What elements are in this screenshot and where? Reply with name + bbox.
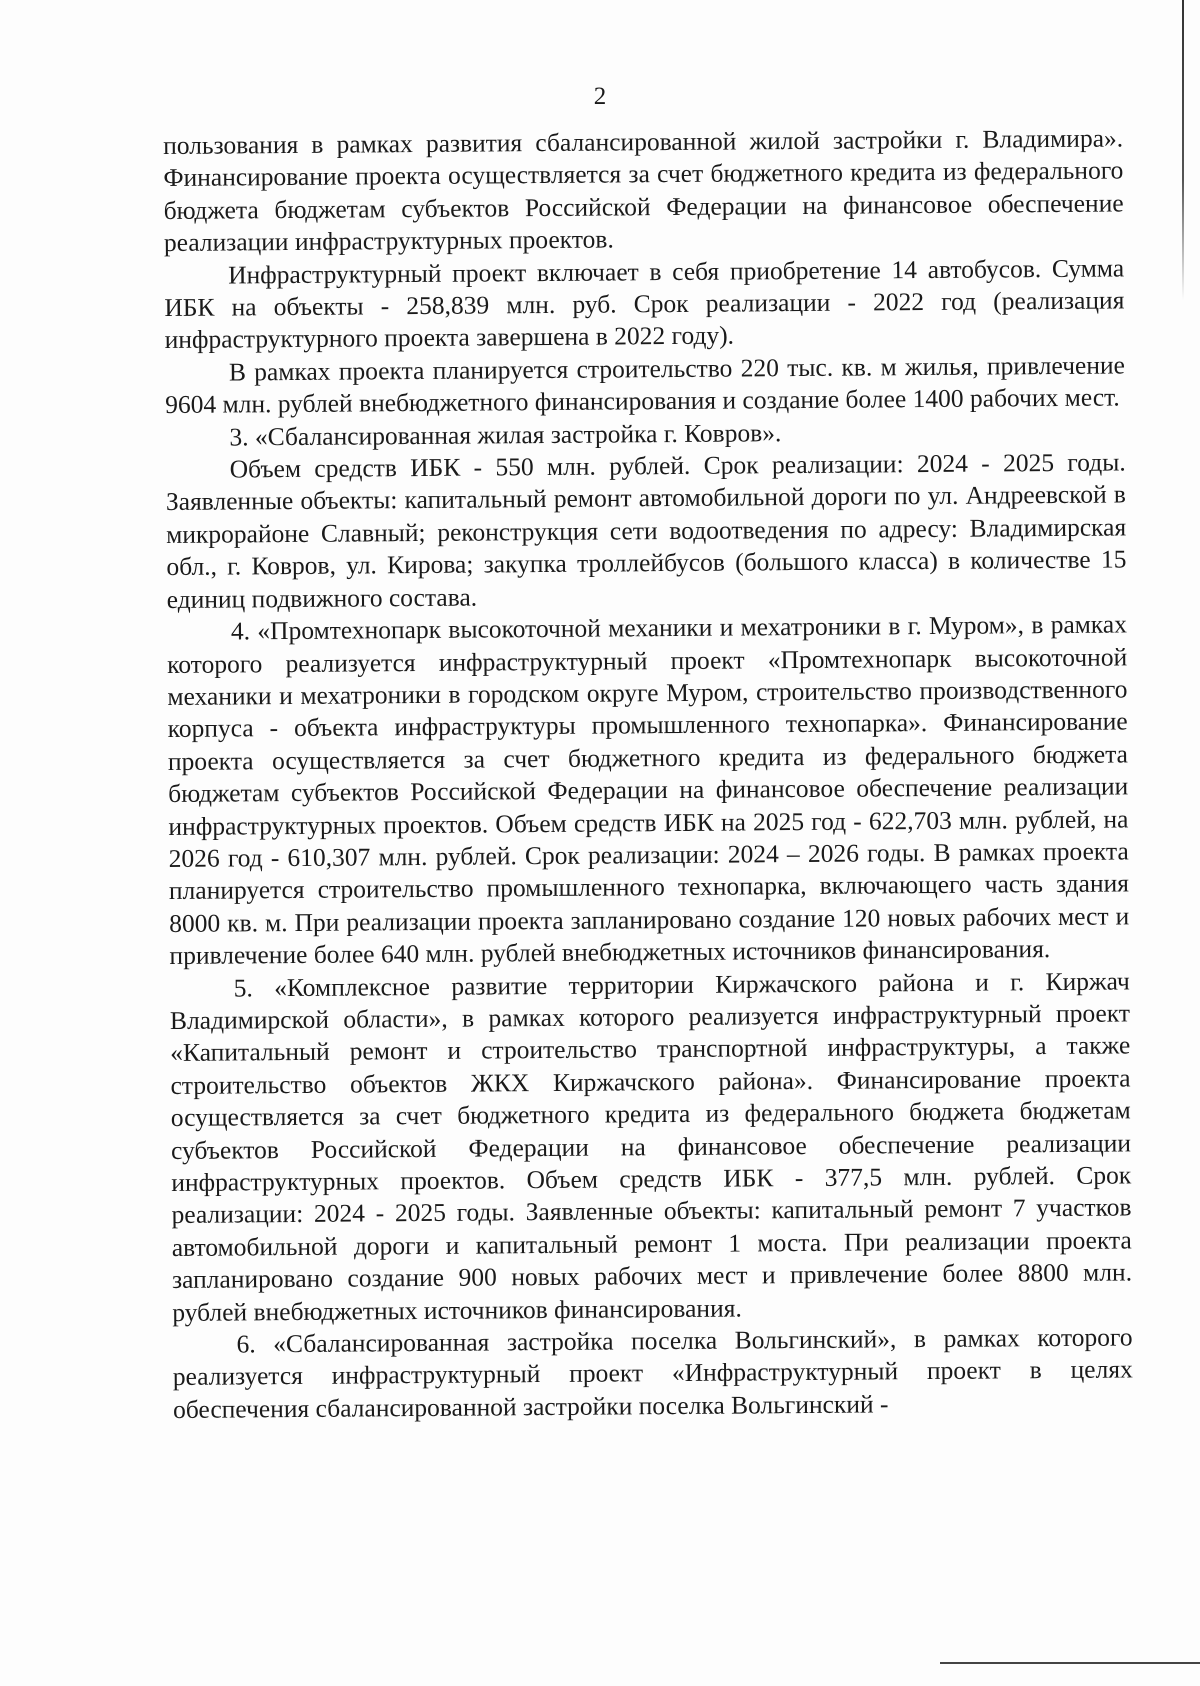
paragraph-item-3-details: Объем средств ИБК - 550 млн. рублей. Срок реализации: 2024 - 2025 годы. Заявленные объекты: капитальный ремонт автомобильной дороги по ул. Андреевской в микрорайоне Славный; реконструкция сети водоотведения по адресу: Владимирская обл., г. Ковров, ул. Кирова; закупка троллейбусов (большого класса) в количестве 15 единиц подвижного состава. bbox=[165, 447, 1127, 614]
paragraph-buses: Инфраструктурный проект включает в себя приобретение 14 автобусов. Сумма ИБК на объекты - 258,839 млн. руб. Срок реализации - 2022 год (реализация инфраструктурного проекта завершена в 2022 году). bbox=[164, 253, 1125, 355]
scan-edge-bottom bbox=[940, 1662, 1200, 1664]
paragraph-continuation: пользования в рамках развития сбалансированной жилой застройки г. Владимира». Финансирование проекта осуществляется за счет бюджетного кредита из федерального бюджета бюджетам субъектов Российской Федерации на финансовое обеспечение реализации инфраструктурных проектов. bbox=[163, 123, 1124, 258]
scan-edge-right bbox=[1182, 0, 1184, 300]
paragraph-item-4: 4. «Промтехнопарк высокоточной механики и мехатроники в г. Муром», в рамках которого реализуется инфраструктурный проект «Промтехнопарк высокоточной механики и мехатроники в городском округе Муром, строительство производственного корпуса - объекта инфраструктуры промышленного технопарка». Финансирование проекта осуществляется за счет бюджетного кредита из федерального бюджета бюджетам субъектов Российской Федерации на финансовое обеспечение реализации инфраструктурных проектов. Объем средств ИБК на 2025 год - 622,703 млн. рублей, на 2026 год - 610,307 млн. рублей. Срок реализации: 2024 – 2026 годы. В рамках проекта планируется строительство промышленного технопарка, включающего часть здания 8000 кв. м. При реализации проекта запланировано создание 120 новых рабочих мест и привлечение более 640 млн. рублей внебюджетных источников финансирования. bbox=[167, 609, 1130, 971]
page-number: 2 bbox=[593, 83, 607, 110]
paragraph-housing: В рамках проекта планируется строительство 220 тыс. кв. м жилья, привлечение 9604 млн. рублей внебюджетного финансирования и создание более 1400 рабочих мест. bbox=[165, 350, 1125, 420]
paragraph-item-3-title: 3. «Сбалансированная жилая застройка г. Ковров». bbox=[229, 417, 782, 452]
paragraph-item-5: 5. «Комплексное развитие территории Киржачского района и г. Киржач Владимирской области», в рамках которого реализуется инфраструктурный проект «Капитальный ремонт и строительство транспортной инфраструктуры, а также строительство объектов ЖКХ Киржачского района». Финансирование проекта осуществляется за счет бюджетного кредита из федерального бюджета бюджетам субъектов Российской Федерации на финансовое обеспечение реализации инфраструктурных проектов. Объем средств ИБК - 377,5 млн. рублей. Срок реализации: 2024 - 2025 годы. Заявленные объекты: капитальный ремонт 7 участков автомобильной дороги и капитальный ремонт 1 моста. При реализации проекта запланировано создание 900 новых рабочих мест и привлечение более 8800 млн. рублей внебюджетных источников финансирования. bbox=[169, 965, 1133, 1327]
document-body bbox=[163, 122, 1133, 1426]
paragraph-item-6: 6. «Сбалансированная застройка поселка Вольгинский», в рамках которого реализуется инфраструктурный проект «Инфраструктурный проект в целях обеспечения сбалансированной застройки поселка Вольгинский - bbox=[172, 1322, 1133, 1424]
